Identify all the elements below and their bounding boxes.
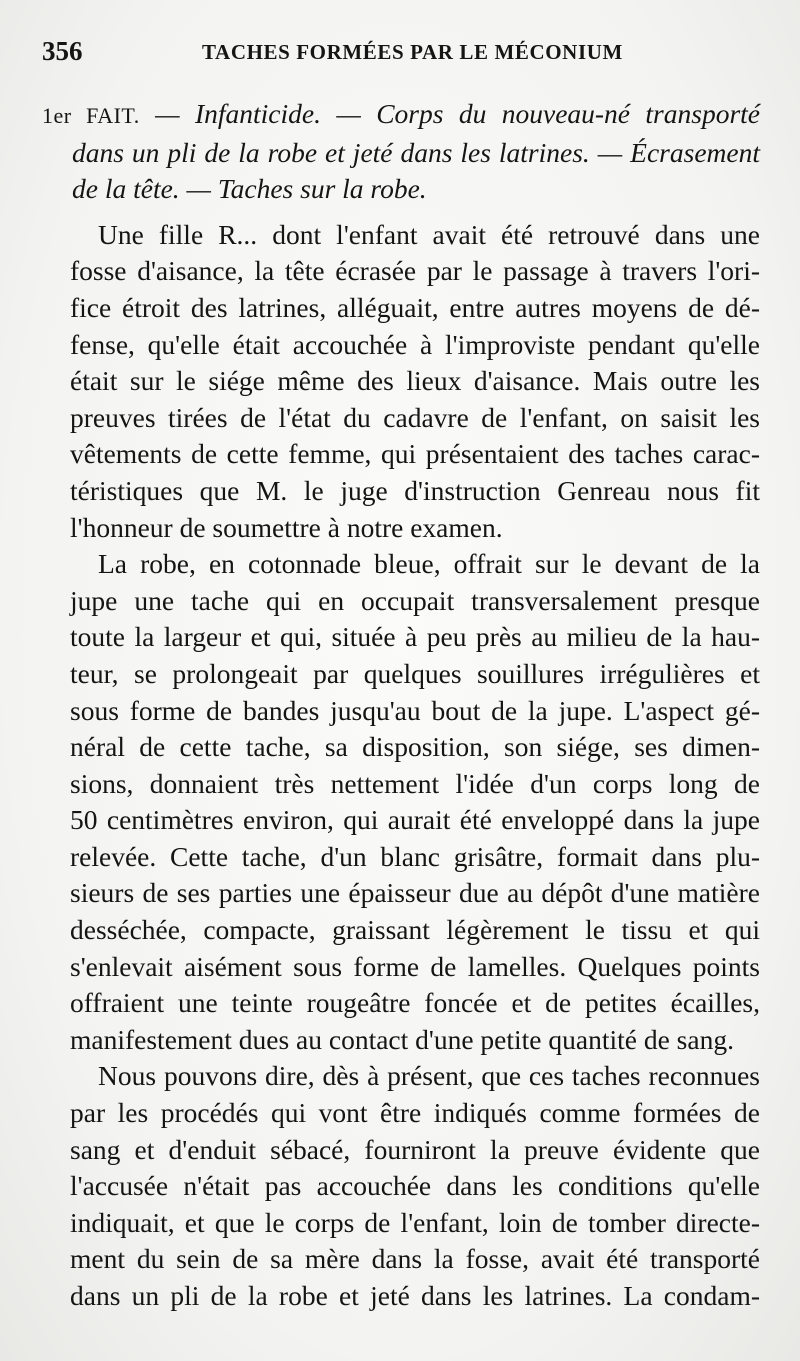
text-line: relevée. Cette tache, d'un blanc grisâtre, formait dans plu- [70, 840, 760, 872]
text-line: sions, donnaient très nettement l'idée d'un corps long de [70, 767, 760, 799]
paragraph-1 [42, 217, 760, 546]
text-line: preuves tirées de l'état du cadavre de l'enfant, on saisit les [70, 401, 760, 433]
page-header [42, 36, 760, 72]
text-line: toute la largeur et qui, située à peu près au milieu de la hau- [70, 621, 760, 653]
text-line: fosse d'aisance, la tête écrasée par le passage à travers l'ori- [70, 255, 760, 287]
text-line: par les procédés qui vont être indiqués comme formées de [70, 1097, 760, 1129]
fact-heading-text: — Infanticide. — Corps du nouveau-né transporté [155, 98, 760, 129]
text-line: fense, qu'elle était accouchée à l'improviste pendant qu'elle [70, 328, 760, 360]
text-line: sang et d'enduit sébacé, fourniront la preuve évidente que [70, 1133, 760, 1165]
text-line: desséchée, compacte, graissant légèrement le tissu et qui [70, 914, 760, 946]
fact-heading [42, 96, 760, 208]
text-line: sieurs de ses parties une épaisseur due au dépôt d'une matière [70, 877, 760, 909]
text-line: manifestement dues au contact d'une petite quantité de sang. [70, 1023, 734, 1055]
page-number: 356 [42, 36, 83, 66]
fact-heading-line-3: de la tête. — Taches sur la robe. [72, 173, 427, 205]
fact-heading-line-2: dans un pli de la robe et jeté dans les latrines. — Écrasement [72, 136, 760, 168]
text-line: dans un pli de la robe et jeté dans les latrines. La condam- [70, 1280, 760, 1311]
paragraph-2 [42, 546, 760, 1058]
text-line: téristiques que M. le juge d'instruction Genreau nous fit [70, 474, 760, 506]
running-head: TACHES FORMÉES PAR LE MÉCONIUM [202, 40, 623, 64]
text-line: Nous pouvons dire, dès à présent, que ces taches reconnues [98, 1060, 760, 1092]
text-line: vêtements de cette femme, qui présentaient des taches carac- [70, 438, 760, 470]
text-line: s'enlevait aisément sous forme de lamelles. Quelques points [70, 950, 760, 982]
fact-heading-line-1 [42, 96, 760, 135]
text-line: indiquait, et que le corps de l'enfant, loin de tomber directe- [70, 1206, 760, 1238]
text-line: fice étroit des latrines, alléguait, entre autres moyens de dé- [70, 291, 760, 323]
text-line: La robe, en cotonnade bleue, offrait sur le devant de la [98, 548, 760, 580]
text-line: Une fille R... dont l'enfant avait été retrouvé dans une [98, 218, 760, 250]
text-line: l'accusée n'était pas accouchée dans les conditions qu'elle [70, 1170, 760, 1202]
text-line: sous forme de bandes jusqu'au bout de la jupe. L'aspect gé- [70, 694, 760, 726]
text-line: teur, se prolongeait par quelques souillures irrégulières et [70, 657, 760, 689]
text-line: jupe une tache qui en occupait transversalement presque [70, 584, 760, 616]
text-line: offraient une teinte rougeâtre foncée et de petites écailles, [70, 987, 760, 1019]
page-body [42, 96, 760, 1315]
text-line: néral de cette tache, sa disposition, son siége, ses dimen- [70, 731, 760, 763]
fact-label: 1er FAIT. [42, 103, 140, 128]
paragraph-3 [42, 1058, 760, 1314]
text-line: était sur le siége même des lieux d'aisance. Mais outre les [70, 365, 760, 397]
text-line: l'honneur de soumettre à notre examen. [70, 511, 503, 543]
text-line: 50 centimètres environ, qui aurait été enveloppé dans la jupe [70, 804, 760, 836]
text-line: ment du sein de sa mère dans la fosse, avait été transporté [70, 1243, 760, 1275]
